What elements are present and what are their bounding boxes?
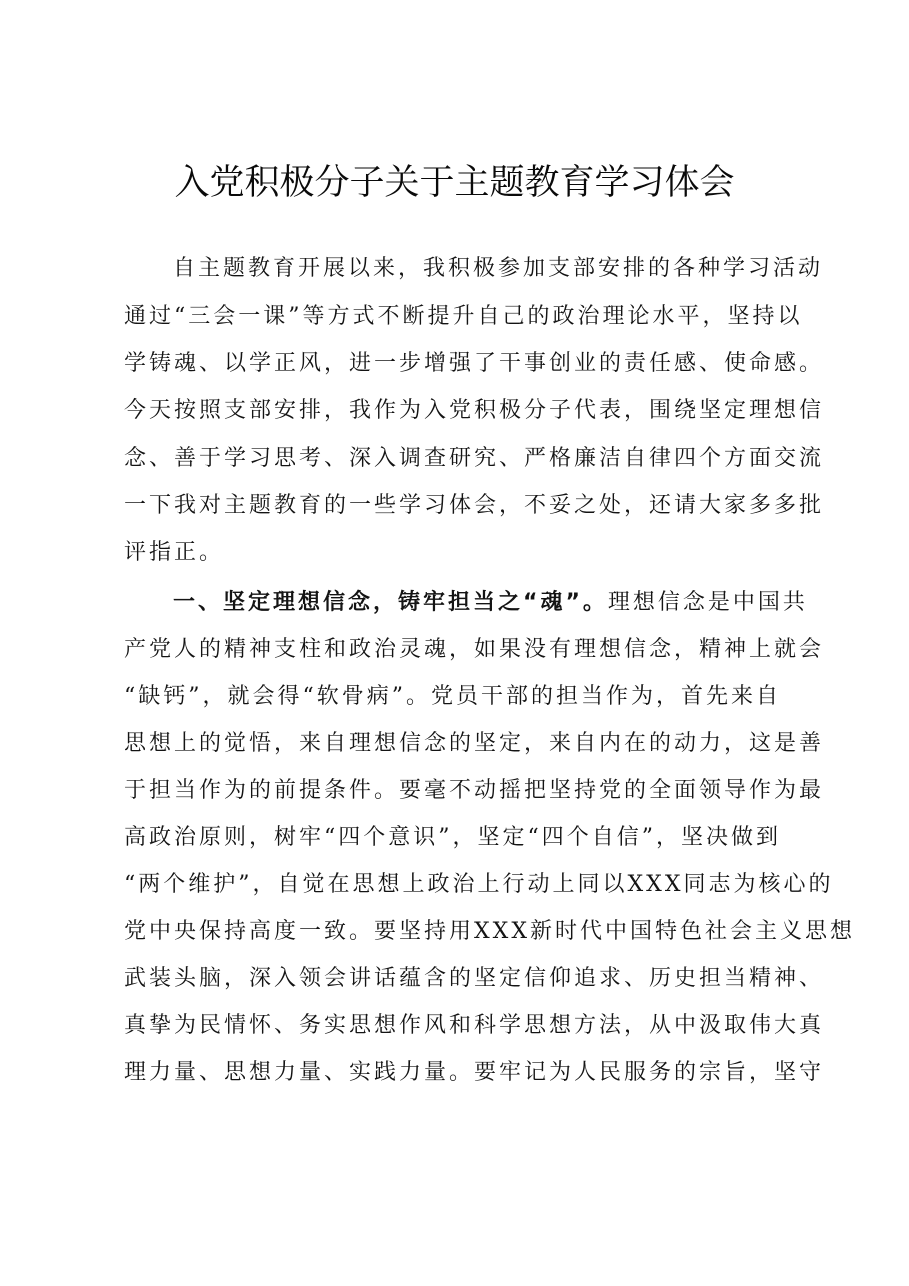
paragraph-line: 武装头脑，深入领会讲话蕴含的坚定信仰追求、历史担当精神、: [124, 966, 825, 991]
paragraph-line: 真挚为民情怀、务实思想作风和科学思想方法，从中汲取伟大真: [124, 1013, 825, 1038]
paragraph-line: 产党人的精神支柱和政治灵魂，如果没有理想信念，精神上就会: [124, 637, 825, 662]
document-title: 入党积极分子关于主题教育学习体会: [174, 163, 735, 203]
paragraph-line: 党中央保持高度一致。要坚持用XXX新时代中国特色社会主义思想: [124, 919, 855, 944]
paragraph-line: 今天按照支部安排，我作为入党积极分子代表，围绕坚定理想信: [124, 398, 825, 423]
paragraph-line: 思想上的觉悟，来自理想信念的坚定，来自内在的动力，这是善: [124, 731, 825, 756]
paragraph-line: 一下我对主题教育的一些学习体会，不妥之处，还请大家多多批: [124, 493, 825, 518]
paragraph-line: 通过“三会一课”等方式不断提升自己的政治理论水平，坚持以: [124, 304, 803, 329]
section-heading: 一、坚定理想信念，铸牢担当之“魂”。: [173, 590, 608, 615]
section-heading-continuation: 理想信念是中国共: [607, 590, 808, 615]
paragraph-line: 评指正。: [124, 540, 225, 565]
paragraph-line: 自主题教育开展以来，我积极参加支部安排的各种学习活动: [173, 256, 824, 281]
paragraph-line: 高政治原则，树牢“四个意识”，坚定“四个自信”，坚决做到: [124, 825, 781, 850]
paragraph-line: 理力量、思想力量、实践力量。要牢记为人民服务的宗旨，坚守: [124, 1060, 825, 1085]
paragraph-line: 念、善于学习思考、深入调查研究、严格廉洁自律四个方面交流: [124, 446, 825, 471]
paragraph-line: 学铸魂、以学正风，进一步增强了干事创业的责任感、使命感。: [124, 351, 825, 376]
section-first-line: [173, 580, 808, 626]
paragraph-line: “缺钙”，就会得“软骨病”。党员干部的担当作为，首先来自: [124, 684, 781, 709]
paragraph-line: 于担当作为的前提条件。要毫不动摇把坚持党的全面领导作为最: [124, 778, 825, 803]
paragraph-line: “两个维护”，自觉在思想上政治上行动上同以XXX同志为核心的: [124, 872, 834, 897]
